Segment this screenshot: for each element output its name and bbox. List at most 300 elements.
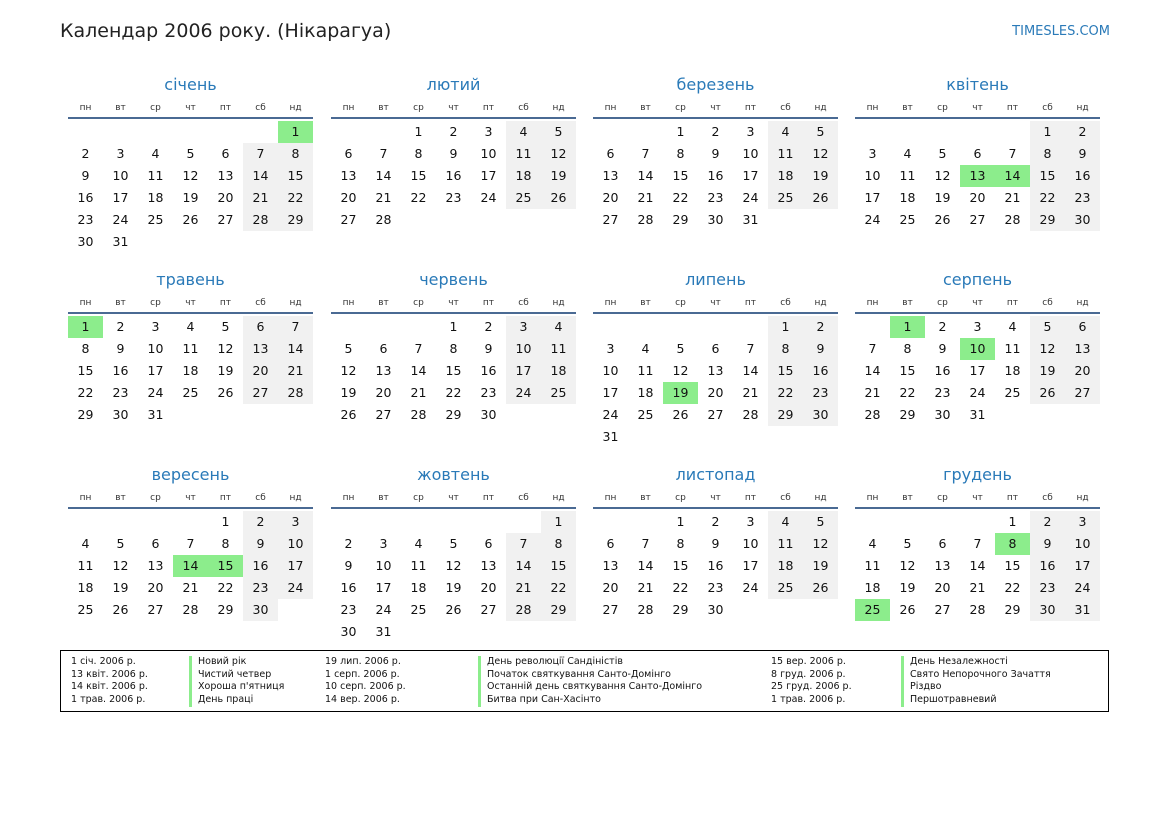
- weekday-header: пт: [1006, 493, 1019, 503]
- day-cell: 23: [112, 385, 129, 400]
- weekday-header: нд: [552, 493, 565, 503]
- day-cell: 22: [899, 385, 916, 400]
- weekday-header: пн: [866, 298, 879, 308]
- day-cell: 7: [379, 146, 388, 161]
- day-cell: 16: [707, 558, 724, 573]
- day-cell: 20: [1065, 360, 1100, 382]
- day-cell: 23: [243, 577, 278, 599]
- day-cell: 24: [112, 212, 129, 227]
- day-cell: 11: [506, 143, 541, 165]
- weekday-header: чт: [972, 103, 983, 113]
- day-cell: 6: [344, 146, 353, 161]
- day-cell: 20: [480, 580, 497, 595]
- day-cell: 4: [868, 536, 877, 551]
- day-cell: 12: [217, 341, 234, 356]
- day-cell: 16: [1030, 555, 1065, 577]
- day-cell: 20: [969, 190, 986, 205]
- legend-date: 1 січ. 2006 р.: [71, 656, 136, 667]
- holiday-day-cell: 1: [278, 121, 313, 143]
- day-cell: 2: [243, 511, 278, 533]
- day-cell: 6: [221, 146, 230, 161]
- day-cell: 7: [973, 536, 982, 551]
- day-cell: 2: [1065, 121, 1100, 143]
- day-cell: 16: [340, 580, 357, 595]
- day-cell: 12: [340, 363, 357, 378]
- day-cell: 5: [676, 341, 685, 356]
- month-rule: [593, 507, 838, 509]
- weekday-header: пт: [219, 493, 232, 503]
- day-cell: 23: [934, 385, 951, 400]
- day-cell: 5: [221, 319, 230, 334]
- legend-holiday: Новий рік: [189, 656, 284, 669]
- month-name: грудень: [943, 465, 1012, 484]
- day-cell: 16: [803, 360, 838, 382]
- day-cell: 8: [81, 341, 90, 356]
- weekday-header: нд: [1076, 298, 1089, 308]
- weekday-header: нд: [289, 103, 302, 113]
- weekday-header: сб: [1042, 298, 1053, 308]
- weekday-header: ср: [937, 493, 948, 503]
- day-cell: 13: [602, 168, 619, 183]
- holiday-day-cell: 19: [663, 382, 698, 404]
- day-cell: 25: [541, 382, 576, 404]
- day-cell: 30: [934, 407, 951, 422]
- day-cell: 9: [243, 533, 278, 555]
- day-cell: 26: [541, 187, 576, 209]
- legend-dates-2: [325, 656, 406, 707]
- day-cell: 24: [147, 385, 164, 400]
- day-cell: 8: [768, 338, 803, 360]
- day-cell: 7: [641, 146, 650, 161]
- day-cell: 24: [480, 190, 497, 205]
- day-cell: 5: [449, 536, 458, 551]
- day-cell: 21: [182, 580, 199, 595]
- day-cell: 31: [602, 429, 619, 444]
- day-cell: 13: [480, 558, 497, 573]
- weekday-header: вт: [640, 103, 651, 113]
- day-cell: 23: [77, 212, 94, 227]
- day-cell: 1: [414, 124, 423, 139]
- day-cell: 2: [711, 514, 720, 529]
- day-cell: 24: [742, 190, 759, 205]
- day-cell: 15: [768, 360, 803, 382]
- day-cell: 21: [637, 190, 654, 205]
- day-cell: 26: [340, 407, 357, 422]
- day-cell: 6: [606, 146, 615, 161]
- month-name: серпень: [943, 270, 1012, 289]
- holiday-day-cell: 15: [208, 555, 243, 577]
- day-cell: 3: [973, 319, 982, 334]
- day-cell: 6: [243, 316, 278, 338]
- day-cell: 6: [938, 536, 947, 551]
- weekday-header: нд: [1076, 103, 1089, 113]
- month-rule: [331, 312, 576, 314]
- day-cell: 27: [707, 407, 724, 422]
- weekday-header: сб: [780, 103, 791, 113]
- day-cell: 5: [186, 146, 195, 161]
- legend-names-1: [189, 656, 284, 707]
- day-cell: 18: [77, 580, 94, 595]
- weekday-header: нд: [552, 298, 565, 308]
- day-cell: 15: [672, 558, 689, 573]
- weekday-header: сб: [518, 103, 529, 113]
- day-cell: 27: [969, 212, 986, 227]
- day-cell: 27: [340, 212, 357, 227]
- weekday-header: пн: [866, 493, 879, 503]
- day-cell: 18: [410, 580, 427, 595]
- weekday-header: вт: [902, 298, 913, 308]
- day-cell: 21: [864, 385, 881, 400]
- weekday-header: пт: [482, 103, 495, 113]
- day-cell: 21: [243, 187, 278, 209]
- day-cell: 2: [449, 124, 458, 139]
- month-name: жовтень: [417, 465, 490, 484]
- weekday-header: пт: [482, 298, 495, 308]
- day-cell: 5: [541, 121, 576, 143]
- day-cell: 19: [1030, 360, 1065, 382]
- weekday-header: нд: [289, 493, 302, 503]
- day-cell: 2: [1030, 511, 1065, 533]
- day-cell: 22: [410, 190, 427, 205]
- holiday-day-cell: 8: [995, 533, 1030, 555]
- day-cell: 24: [1065, 577, 1100, 599]
- day-cell: 9: [344, 558, 353, 573]
- day-cell: 22: [541, 577, 576, 599]
- day-cell: 16: [934, 363, 951, 378]
- day-cell: 19: [803, 555, 838, 577]
- day-cell: 4: [506, 121, 541, 143]
- legend-date: 25 груд. 2006 р.: [771, 681, 852, 693]
- day-cell: 4: [414, 536, 423, 551]
- day-cell: 9: [938, 341, 947, 356]
- day-cell: 20: [147, 580, 164, 595]
- day-cell: 8: [903, 341, 912, 356]
- day-cell: 12: [112, 558, 129, 573]
- day-cell: 29: [77, 407, 94, 422]
- day-cell: 3: [151, 319, 160, 334]
- day-cell: 26: [672, 407, 689, 422]
- weekday-header: пт: [744, 103, 757, 113]
- day-cell: 16: [77, 190, 94, 205]
- day-cell: 11: [541, 338, 576, 360]
- day-cell: 28: [864, 407, 881, 422]
- weekday-header: пт: [219, 103, 232, 113]
- day-cell: 26: [899, 602, 916, 617]
- day-cell: 11: [410, 558, 427, 573]
- day-cell: 10: [742, 536, 759, 551]
- month-rule: [331, 507, 576, 509]
- weekday-header: нд: [814, 298, 827, 308]
- day-cell: 18: [506, 165, 541, 187]
- day-cell: 24: [864, 212, 881, 227]
- month-name: червень: [419, 270, 488, 289]
- day-cell: 30: [1030, 599, 1065, 621]
- day-cell: 19: [934, 190, 951, 205]
- day-cell: 8: [278, 143, 313, 165]
- day-cell: 2: [484, 319, 493, 334]
- day-cell: 13: [602, 558, 619, 573]
- legend-holiday: Початок святкування Санто-Домінго: [478, 669, 702, 682]
- day-cell: 30: [480, 407, 497, 422]
- weekday-header: сб: [1042, 493, 1053, 503]
- day-cell: 24: [278, 577, 313, 599]
- legend-date: 10 серп. 2006 р.: [325, 681, 406, 693]
- weekday-header: сб: [1042, 103, 1053, 113]
- day-cell: 31: [112, 234, 129, 249]
- day-cell: 17: [278, 555, 313, 577]
- day-cell: 10: [506, 338, 541, 360]
- weekday-header: сб: [255, 493, 266, 503]
- day-cell: 9: [803, 338, 838, 360]
- day-cell: 11: [1004, 341, 1021, 356]
- weekday-header: пн: [342, 103, 355, 113]
- month-rule: [68, 312, 313, 314]
- day-cell: 5: [344, 341, 353, 356]
- day-cell: 13: [1065, 338, 1100, 360]
- weekday-header: вт: [640, 493, 651, 503]
- day-cell: 12: [182, 168, 199, 183]
- day-cell: 17: [602, 385, 619, 400]
- day-cell: 29: [445, 407, 462, 422]
- weekday-header: пт: [744, 493, 757, 503]
- legend-date: 1 трав. 2006 р.: [71, 694, 146, 706]
- day-cell: 7: [186, 536, 195, 551]
- brand-link[interactable]: TIMESLES.COM: [1012, 24, 1110, 39]
- day-cell: 29: [1030, 209, 1065, 231]
- month-rule: [855, 117, 1100, 119]
- holiday-day-cell: 13: [960, 165, 995, 187]
- day-cell: 26: [803, 187, 838, 209]
- day-cell: 7: [243, 143, 278, 165]
- day-cell: 25: [506, 187, 541, 209]
- weekday-header: пт: [1006, 298, 1019, 308]
- day-cell: 3: [746, 514, 755, 529]
- month-rule: [68, 117, 313, 119]
- weekday-header: пт: [482, 493, 495, 503]
- day-cell: 21: [410, 385, 427, 400]
- legend-date: 13 квіт. 2006 р.: [71, 668, 148, 680]
- day-cell: 11: [899, 168, 916, 183]
- legend-date: 1 трав. 2006 р.: [771, 694, 846, 706]
- holiday-day-cell: 14: [173, 555, 208, 577]
- weekday-header: ср: [675, 493, 686, 503]
- day-cell: 27: [1065, 382, 1100, 404]
- day-cell: 30: [803, 404, 838, 426]
- day-cell: 3: [868, 146, 877, 161]
- day-cell: 28: [637, 212, 654, 227]
- day-cell: 26: [217, 385, 234, 400]
- day-cell: 26: [445, 602, 462, 617]
- day-cell: 17: [742, 558, 759, 573]
- day-cell: 10: [864, 168, 881, 183]
- day-cell: 28: [1004, 212, 1021, 227]
- legend-holiday: Хороша п'ятниця: [189, 681, 284, 694]
- legend-dates-3: [771, 656, 852, 707]
- weekday-header: ср: [937, 298, 948, 308]
- day-cell: 17: [969, 363, 986, 378]
- day-cell: 14: [243, 165, 278, 187]
- weekday-header: пн: [604, 298, 617, 308]
- day-cell: 12: [541, 143, 576, 165]
- day-cell: 5: [938, 146, 947, 161]
- day-cell: 28: [243, 209, 278, 231]
- day-cell: 3: [278, 511, 313, 533]
- day-cell: 29: [672, 602, 689, 617]
- day-cell: 11: [77, 558, 94, 573]
- holiday-day-cell: 1: [890, 316, 925, 338]
- day-cell: 28: [278, 382, 313, 404]
- weekday-header: вт: [378, 298, 389, 308]
- month-name: вересень: [151, 465, 230, 484]
- day-cell: 17: [864, 190, 881, 205]
- day-cell: 22: [1004, 580, 1021, 595]
- day-cell: 14: [637, 168, 654, 183]
- day-cell: 4: [186, 319, 195, 334]
- legend-holiday: День революції Сандіністів: [478, 656, 702, 669]
- weekday-header: ср: [150, 298, 161, 308]
- day-cell: 18: [768, 165, 803, 187]
- day-cell: 28: [506, 599, 541, 621]
- day-cell: 26: [934, 212, 951, 227]
- day-cell: 1: [1030, 121, 1065, 143]
- weekday-header: пт: [744, 298, 757, 308]
- day-cell: 19: [340, 385, 357, 400]
- day-cell: 24: [602, 407, 619, 422]
- weekday-header: нд: [814, 493, 827, 503]
- weekday-header: нд: [552, 103, 565, 113]
- day-cell: 5: [803, 511, 838, 533]
- day-cell: 6: [711, 341, 720, 356]
- day-cell: 17: [147, 363, 164, 378]
- day-cell: 22: [768, 382, 803, 404]
- day-cell: 23: [803, 382, 838, 404]
- day-cell: 15: [410, 168, 427, 183]
- legend-names-2: [478, 656, 702, 707]
- day-cell: 30: [1065, 209, 1100, 231]
- legend-date: 15 вер. 2006 р.: [771, 656, 846, 667]
- legend-holiday: Свято Непорочного Зачаття: [901, 669, 1051, 682]
- month-name: травень: [156, 270, 225, 289]
- day-cell: 26: [1030, 382, 1065, 404]
- day-cell: 18: [541, 360, 576, 382]
- day-cell: 30: [112, 407, 129, 422]
- day-cell: 21: [278, 360, 313, 382]
- weekday-header: вт: [378, 493, 389, 503]
- day-cell: 12: [445, 558, 462, 573]
- weekday-header: чт: [448, 298, 459, 308]
- day-cell: 4: [81, 536, 90, 551]
- day-cell: 12: [672, 363, 689, 378]
- day-cell: 13: [217, 168, 234, 183]
- day-cell: 16: [707, 168, 724, 183]
- legend-holiday: Битва при Сан-Хасінто: [478, 694, 702, 707]
- day-cell: 15: [77, 363, 94, 378]
- legend-date: 14 квіт. 2006 р.: [71, 681, 148, 693]
- day-cell: 28: [182, 602, 199, 617]
- day-cell: 7: [1008, 146, 1017, 161]
- day-cell: 2: [803, 316, 838, 338]
- day-cell: 25: [410, 602, 427, 617]
- day-cell: 13: [934, 558, 951, 573]
- day-cell: 5: [116, 536, 125, 551]
- day-cell: 21: [969, 580, 986, 595]
- day-cell: 12: [803, 143, 838, 165]
- day-cell: 15: [445, 363, 462, 378]
- weekday-header: нд: [814, 103, 827, 113]
- day-cell: 14: [375, 168, 392, 183]
- weekday-header: чт: [972, 493, 983, 503]
- day-cell: 20: [602, 190, 619, 205]
- day-cell: 29: [899, 407, 916, 422]
- weekday-header: нд: [289, 298, 302, 308]
- day-cell: 7: [414, 341, 423, 356]
- day-cell: 14: [864, 363, 881, 378]
- day-cell: 12: [899, 558, 916, 573]
- month-rule: [855, 312, 1100, 314]
- day-cell: 21: [637, 580, 654, 595]
- weekday-header: ср: [937, 103, 948, 113]
- day-cell: 22: [672, 580, 689, 595]
- holiday-day-cell: 14: [995, 165, 1030, 187]
- day-cell: 19: [445, 580, 462, 595]
- legend-holiday: День Незалежності: [901, 656, 1051, 669]
- month-rule: [331, 117, 576, 119]
- weekday-header: сб: [255, 298, 266, 308]
- day-cell: 19: [112, 580, 129, 595]
- day-cell: 6: [484, 536, 493, 551]
- day-cell: 4: [641, 341, 650, 356]
- weekday-header: пн: [79, 298, 92, 308]
- day-cell: 27: [375, 407, 392, 422]
- day-cell: 15: [1030, 165, 1065, 187]
- day-cell: 27: [480, 602, 497, 617]
- day-cell: 6: [606, 536, 615, 551]
- day-cell: 22: [672, 190, 689, 205]
- day-cell: 20: [340, 190, 357, 205]
- legend-holiday: Різдво: [901, 681, 1051, 694]
- weekday-header: ср: [413, 493, 424, 503]
- weekday-header: ср: [675, 298, 686, 308]
- day-cell: 15: [278, 165, 313, 187]
- day-cell: 15: [1004, 558, 1021, 573]
- day-cell: 18: [899, 190, 916, 205]
- day-cell: 12: [1030, 338, 1065, 360]
- holiday-day-cell: 1: [68, 316, 103, 338]
- day-cell: 25: [147, 212, 164, 227]
- day-cell: 31: [969, 407, 986, 422]
- day-cell: 7: [868, 341, 877, 356]
- day-cell: 30: [707, 212, 724, 227]
- weekday-header: ср: [675, 103, 686, 113]
- day-cell: 11: [864, 558, 881, 573]
- day-cell: 10: [1065, 533, 1100, 555]
- day-cell: 14: [410, 363, 427, 378]
- day-cell: 20: [217, 190, 234, 205]
- day-cell: 26: [112, 602, 129, 617]
- day-cell: 1: [676, 514, 685, 529]
- weekday-header: ср: [150, 103, 161, 113]
- day-cell: 25: [77, 602, 94, 617]
- weekday-header: ср: [413, 103, 424, 113]
- day-cell: 4: [541, 316, 576, 338]
- day-cell: 25: [899, 212, 916, 227]
- day-cell: 2: [711, 124, 720, 139]
- day-cell: 20: [602, 580, 619, 595]
- day-cell: 5: [903, 536, 912, 551]
- day-cell: 8: [449, 341, 458, 356]
- weekday-header: сб: [518, 298, 529, 308]
- day-cell: 29: [768, 404, 803, 426]
